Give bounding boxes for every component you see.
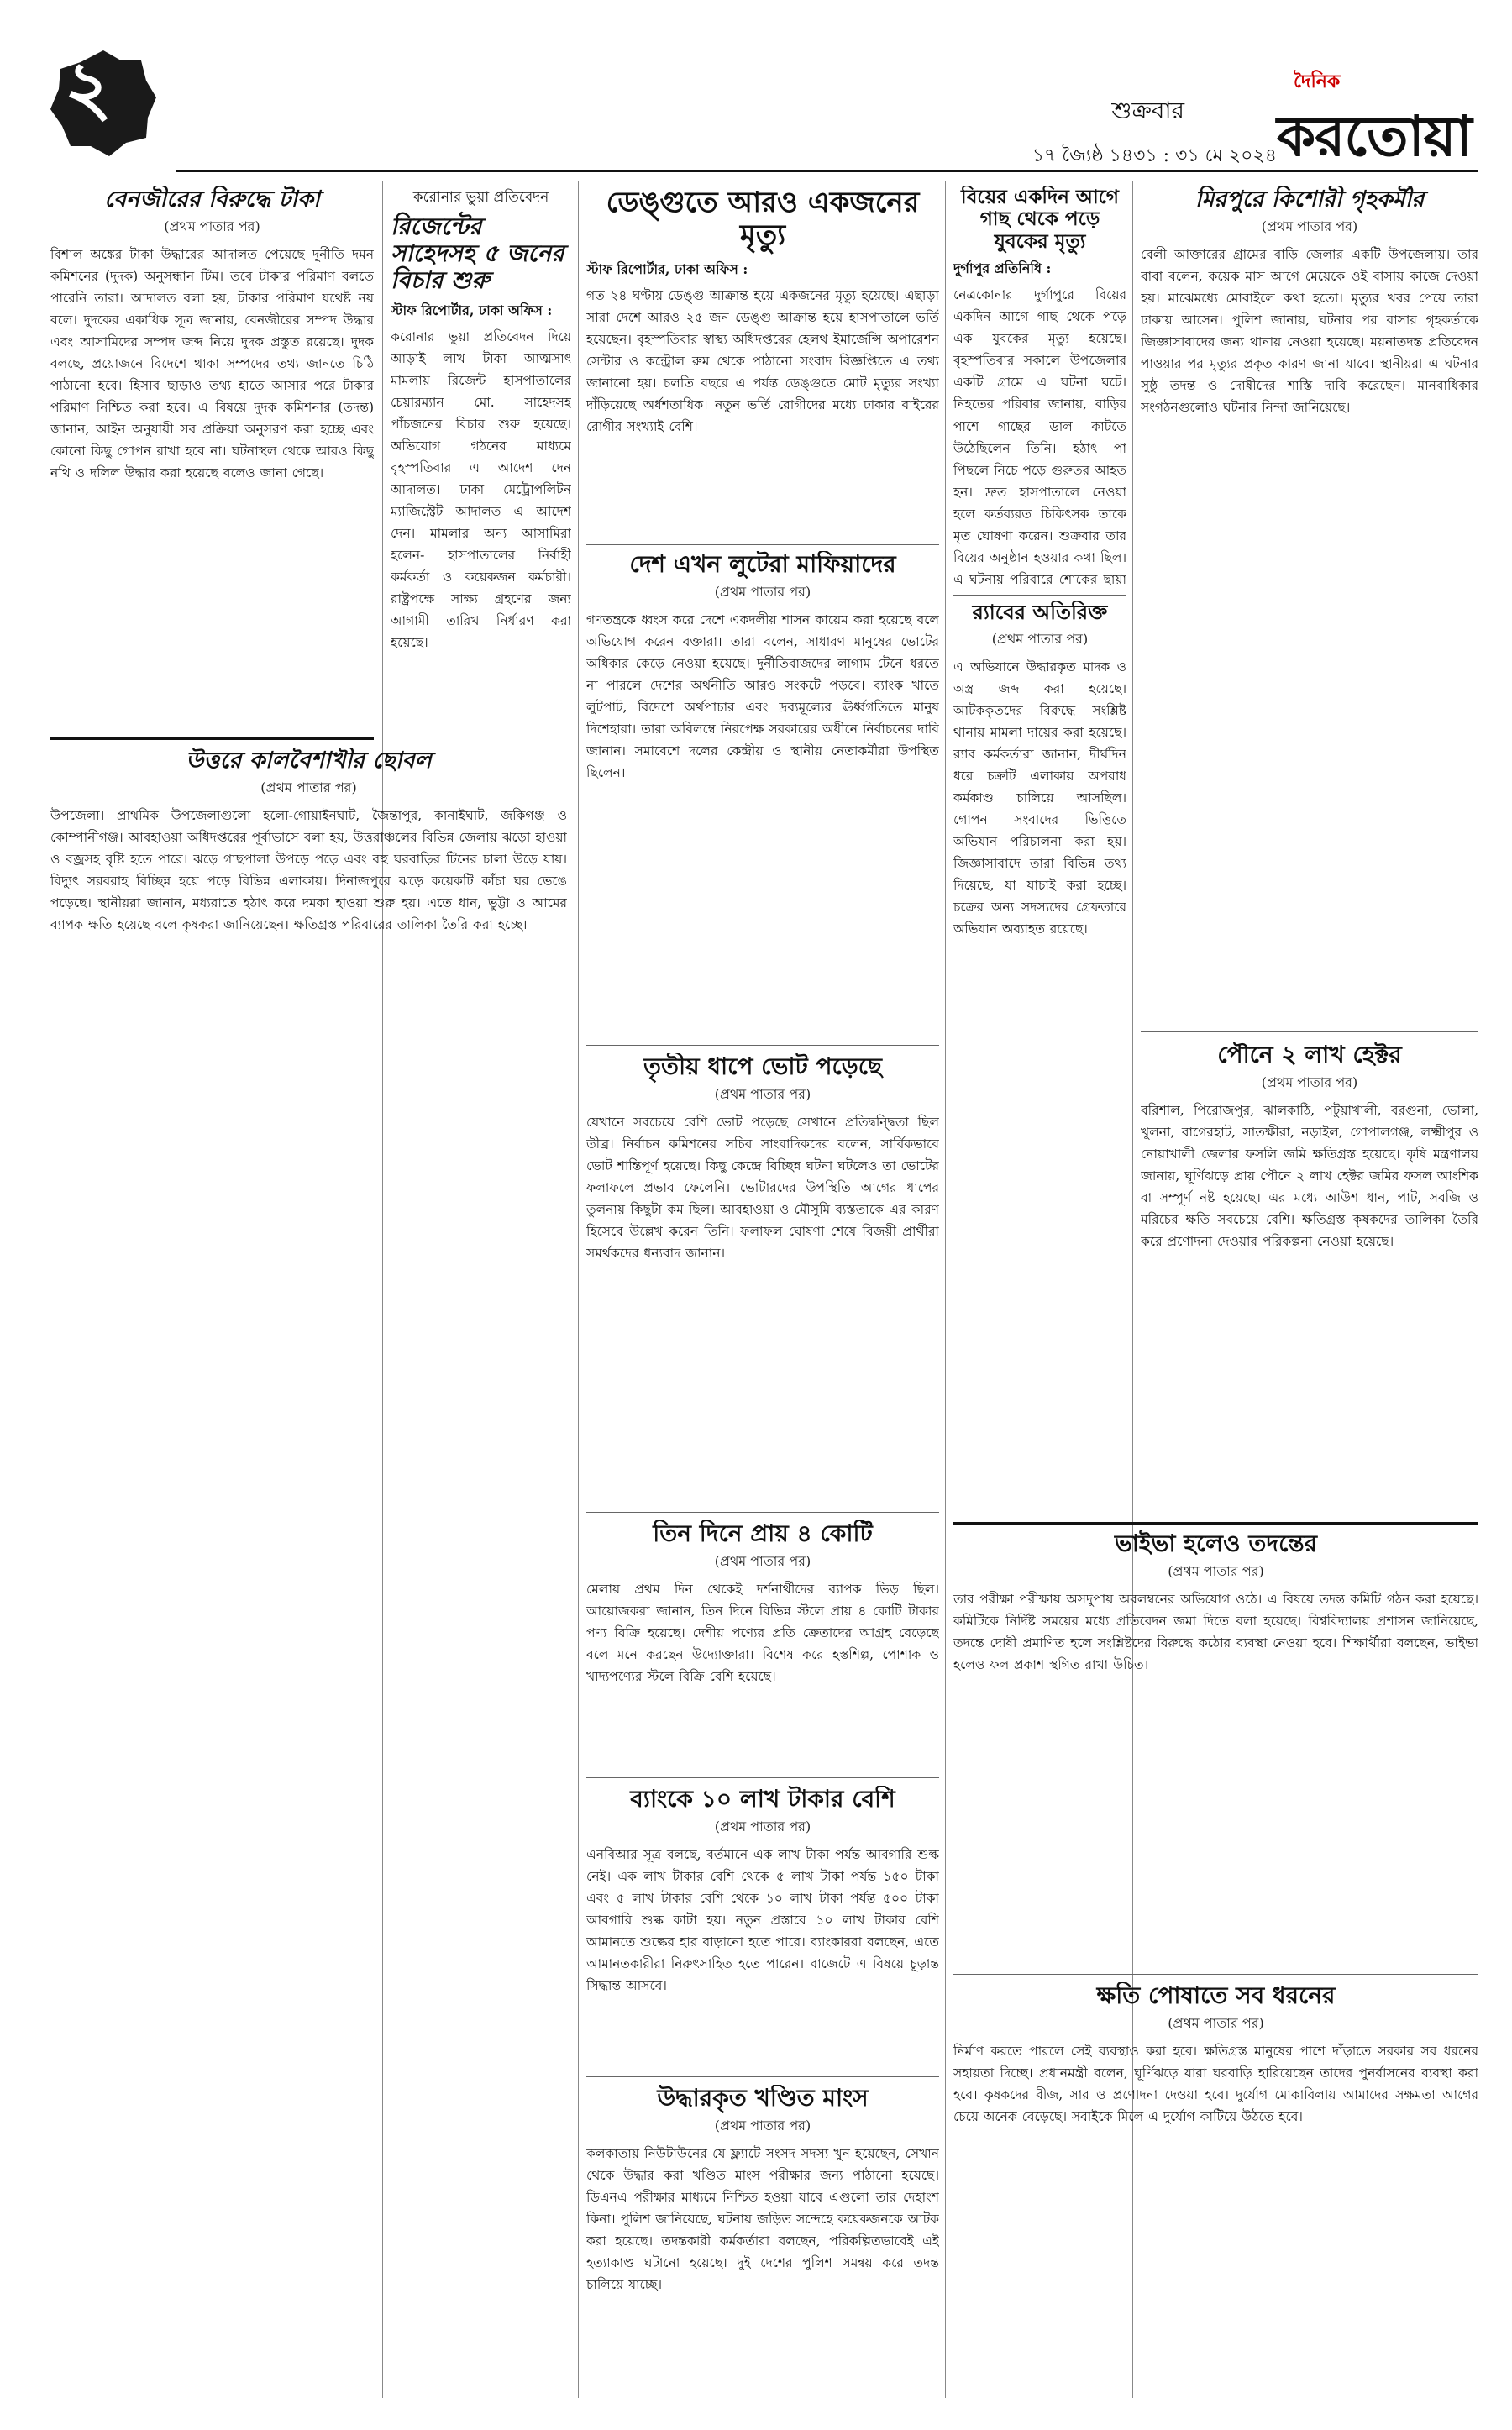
continued-label: (প্রথম পাতার পর) — [714, 1086, 811, 1103]
article-body: এনবিআর সূত্র বলছে, বর্তমানে এক লাখ টাকা পর্যন্ত আবগারি শুল্ক নেই। এক লাখ টাকার বেশি থেকে ৫ লাখ টাকা পর্যন্ত ১৫০ টাকা এবং ৫ লাখ টাকার বেশি থেকে ১০ লাখ টাকা পর্যন্ত ৫০০ টাকা আবগারি শুল্ক কাটা হয়। নতুন প্রস্তাবে ১০ লাখ টাকার বেশি আমানতে শুল্কের হার বাড়ানো হতে পারে। ব্যাংকাররা বলছেন, এতে আমানতকারীরা নিরুৎসাহিত হতে পারেন। বাজেটে এ বিষয়ে চূড়ান্ত সিদ্ধান্ত আসবে। — [586, 1847, 939, 1994]
byline: স্টাফ রিপোর্টার, ঢাকা অফিস : — [586, 261, 748, 278]
article-body: উপজেলা। প্রাথমিক উপজেলাগুলো হলো-গোয়াইনঘাট, জৈন্তাপুর, কানাইঘাট, জকিগঞ্জ ও কোম্পানীগঞ্জ। আবহাওয়া অধিদপ্তরের পূর্বাভাসে বলা হয়, উত্তরাঞ্চলের বিভিন্ন জেলায় ঝড়ো হাওয়া ও বজ্রসহ বৃষ্টি হতে পারে। ঝড়ে গাছপালা উপড়ে পড়ে এবং বহু ঘরবাড়ির টিনের চালা উড়ে যায়। বিদ্যুৎ সরবরাহ বিচ্ছিন্ন হয়ে পড়ে বিভিন্ন এলাকায়। দিনাজপুরে ঝড়ে কয়েকটি কাঁচা ঘর ভেঙে পড়েছে। স্থানীয়রা জানান, মধ্যরাতে হঠাৎ করে দমকা হাওয়া শুরু হয়। এতে ধান, ভুট্টা ও আমের ব্যাপক ক্ষতি হয়েছে বলে কৃষকরা জানিয়েছেন। ক্ষতিগ্রস্ত পরিবারের তালিকা তৈরি করা হচ্ছে। — [50, 808, 567, 933]
article-dengue — [586, 186, 939, 539]
article-body: গণতন্ত্রকে ধ্বংস করে দেশে একদলীয় শাসন কায়েম করা হয়েছে বলে অভিযোগ করেন বক্তারা। তারা বলেন, সাধারণ মানুষের ভোটের অধিকার কেড়ে নেওয়া হয়েছে। দুর্নীতিবাজদের লাগাম টেনে ধরতে না পারলে দেশের অর্থনীতি আরও সংকটে পড়বে। ব্যাংক খাতে লুটপাট, বিদেশে অর্থপাচার এবং দ্রব্যমূল্যের ঊর্ধ্বগতিতে মানুষ দিশেহারা। তারা অবিলম্বে নিরপেক্ষ সরকারের অধীনে নির্বাচনের দাবি জানান। সমাবেশে দলের কেন্দ্রীয় ও স্থানীয় নেতাকর্মীরা উপস্থিত ছিলেন। — [586, 612, 939, 781]
headline: উত্তরে কালবৈশাখীর ছোবল — [186, 748, 432, 774]
continued-label: (প্রথম পাতার পর) — [1168, 1563, 1264, 1580]
byline: দুর্গাপুর প্রতিনিধি : — [953, 260, 1052, 277]
article-separator — [50, 737, 374, 740]
column-divider — [578, 181, 579, 2398]
article-separator — [953, 1974, 1478, 1975]
continued-label: (প্রথম পাতার পর) — [164, 218, 260, 235]
article-body: নির্মাণ করতে পারলে সেই ব্যবস্থাও করা হবে। ক্ষতিগ্রস্ত মানুষের পাশে দাঁড়াতে সরকার সব ধরনের সহায়তা দিচ্ছে। প্রধানমন্ত্রী বলেন, ঘূর্ণিঝড়ে যারা ঘরবাড়ি হারিয়েছেন তাদের পুনর্বাসনের ব্যবস্থা করা হবে। কৃষকদের বীজ, সার ও প্রণোদনা দেওয়া হবে। দুর্যোগ মোকাবিলায় আমাদের সক্ষমতা আগের চেয়ে অনেক বেড়েছে। সবাইকে মিলে এ দুর্যোগ কাটিয়ে উঠতে হবে। — [953, 2044, 1478, 2125]
headline: উদ্ধারকৃত খণ্ডিত মাংস — [657, 2085, 869, 2112]
continued-label: (প্রথম পাতার পর) — [1261, 218, 1358, 235]
page-header — [34, 34, 1478, 172]
article-body: নেত্রকোনার দুর্গাপুরে বিয়ের একদিন আগে গাছ থেকে পড়ে এক যুবকের মৃত্যু হয়েছে। বৃহস্পতিবার সকালে উপজেলার একটি গ্রামে এ ঘটনা ঘটে। নিহতের পরিবার জানায়, বাড়ির পাশে গাছের ডাল কাটতে উঠেছিলেন তিনি। হঠাৎ পা পিছলে নিচে পড়ে গুরুতর আহত হন। দ্রুত হাসপাতালে নেওয়া হলে কর্তব্যরত চিকিৎসক তাকে মৃত ঘোষণা করেন। শুক্রবার তার বিয়ের অনুষ্ঠান হওয়ার কথা ছিল। এ ঘটনায় পরিবারে শোকের ছায়া — [953, 287, 1126, 587]
article-mangsho — [586, 2085, 939, 2396]
continued-label: (প্রথম পাতার পর) — [714, 2118, 811, 2134]
headline: রিজেন্টের সাহেদসহ ৫ জনের বিচার শুরু — [391, 213, 564, 295]
article-poune2 — [1141, 1042, 1478, 1512]
headline: ডেঙ্গুতে আরও একজনের মৃত্যু — [606, 186, 920, 253]
headline: র‌্যাবের অতিরিক্ত — [972, 601, 1108, 624]
article-lutera — [586, 551, 939, 1038]
article-body: গত ২৪ ঘণ্টায় ডেঙ্গু আক্রান্ত হয়ে একজনের মৃত্যু হয়েছে। এছাড়া সারা দেশে আরও ২৫ জন ডেঙ্গু আক্রান্ত হয়ে হাসপাতালে ভর্তি হয়েছেন। বৃহস্পতিবার স্বাস্থ্য অধিদপ্তরের হেলথ ইমার্জেন্সি অপারেশন সেন্টার ও কন্ট্রোল রুম থেকে পাঠানো সংবাদ বিজ্ঞপ্তিতে এ তথ্য জানানো হয়। চলতি বছরে এ পর্যন্ত ডেঙ্গুতে মোট মৃত্যুর সংখ্যা দাঁড়িয়েছে অর্ধশতাধিক। নতুন ভর্তি রোগীদের মধ্যে ঢাকার বাইরের রোগীর সংখ্যাই বেশি। — [586, 288, 939, 435]
headline: দেশ এখন লুটেরা মাফিয়াদের — [629, 551, 896, 578]
continued-label: (প্রথম পাতার পর) — [991, 630, 1089, 647]
article-rab — [953, 601, 1126, 1290]
headline: মিরপুরে কিশোরী গৃহকর্মীর — [1194, 186, 1425, 213]
article-separator — [1141, 1031, 1478, 1032]
article-separator — [586, 1045, 939, 1046]
article-separator — [586, 1777, 939, 1778]
continued-label: (প্রথম পাতার পর) — [260, 779, 357, 796]
date-line: ১৭ জ্যৈষ্ঠ ১৪৩১ : ৩১ মে ২০২৪ — [1032, 145, 1277, 166]
headline: তিন দিনে প্রায় ৪ কোটি — [653, 1520, 873, 1547]
byline: স্টাফ রিপোর্টার, ঢাকা অফিস : — [391, 302, 553, 318]
continued-label: (প্রথম পাতার পর) — [714, 1819, 811, 1835]
article-body: বিশাল অঙ্কের টাকা উদ্ধারের আদালত পেয়েছে দুর্নীতি দমন কমিশনের (দুদক) অনুসন্ধান টিম। তবে টাকার পরিমাণ বলতে পারেনি তারা। আদালত বলা হয়, টাকার পরিমাণ যথেষ্ট নয় বলে। দুদকের একাধিক সূত্র জানায়, বেনজীরের সম্পদ উদ্ধার এবং আসামিদের সম্পদ জব্দ নিয়ে দুদক প্রস্তুত রয়েছে। দুদক বলছে, প্রয়োজনে বিদেশে থাকা সম্পদের তথ্য জানতে চিঠি পাঠানো হবে। হিসাব ছাড়াও তথ্য হাতে আসার পরে টাকার পরিমাণ নিশ্চিত করা হবে। এ বিষয়ে দুদক কমিশনার (তদন্ত) জানান, আইন অনুযায়ী সব প্রক্রিয়া অনুসরণ করা হচ্ছে এবং কোনো কিছু গোপন রাখা হবে না। ঘটনাস্থল থেকে আরও কিছু নথি ও দলিল উদ্ধার করা হয়েছে বলেও জানা গেছে। — [50, 247, 374, 481]
header-rule — [176, 170, 1478, 172]
article-separator — [953, 595, 1126, 596]
article-separator — [586, 544, 939, 545]
article-biye — [953, 186, 1126, 590]
article-body: বেলী আক্তারের গ্রামের বাড়ি জেলার একটি উপজেলায়। তার বাবা বলেন, কয়েক মাস আগে মেয়েকে ওই বাসায় কাজে দেওয়া হয়। মাঝেমধ্যে মোবাইলে কথা হতো। মৃত্যুর খবর পেয়ে তারা ঢাকায় আসেন। পুলিশ জানায়, ঘটনার পর বাসার গৃহকর্তাকে জিজ্ঞাসাবাদের জন্য থানায় নেওয়া হয়েছে। ময়নাতদন্ত প্রতিবেদন পাওয়ার পর মৃত্যুর প্রকৃত কারণ জানা যাবে। স্থানীয়রা এ ঘটনার সুষ্ঠু তদন্ত ও দোষীদের শাস্তি দাবি করেছেন। মানবাধিকার সংগঠনগুলোও ঘটনার নিন্দা জানিয়েছে। — [1141, 247, 1478, 416]
article-benazir — [50, 186, 374, 732]
newspaper-logo: করতোয়া — [1277, 104, 1472, 169]
column-divider — [945, 181, 946, 2398]
newspaper-logo-small: দৈনিক — [1294, 71, 1341, 92]
article-separator — [586, 1512, 939, 1513]
continued-label: (প্রথম পাতার পর) — [1261, 1074, 1358, 1091]
article-bank — [586, 1786, 939, 2071]
headline: ব্যাংকে ১০ লাখ টাকার বেশি — [630, 1786, 895, 1813]
continued-label: (প্রথম পাতার পর) — [714, 1553, 811, 1570]
article-body: যেখানে সবচেয়ে বেশি ভোট পড়েছে সেখানে প্রতিদ্বন্দ্বিতা ছিল তীব্র। নির্বাচন কমিশনের সচিব সাংবাদিকদের বলেন, সার্বিকভাবে ভোট শান্তিপূর্ণ হয়েছে। কিছু কেন্দ্রে বিচ্ছিন্ন ঘটনা ঘটলেও তা ভোটের ফলাফলে প্রভাব ফেলেনি। ভোটারদের উপস্থিতি আগের ধাপের তুলনায় কিছুটা কম ছিল। আবহাওয়া ও মৌসুমি ব্যস্ততাকে এর কারণ হিসেবে উল্লেখ করেন তিনি। ফলাফল ঘোষণা শেষে বিজয়ী প্রার্থীরা সমর্থকদের ধন্যবাদ জানান। — [586, 1115, 939, 1262]
article-body: মেলায় প্রথম দিন থেকেই দর্শনার্থীদের ব্যাপক ভিড় ছিল। আয়োজকরা জানান, তিন দিনে বিভিন্ন স্টলে প্রায় ৪ কোটি টাকার পণ্য বিক্রি হয়েছে। দেশীয় পণ্যের প্রতি ক্রেতাদের আগ্রহ বেড়েছে বলে মনে করছেন উদ্যোক্তারা। বিশেষ করে হস্তশিল্প, পোশাক ও খাদ্যপণ্যের স্টলে বিক্রি বেশি হয়েছে। — [586, 1582, 939, 1685]
article-mirpur — [1141, 186, 1478, 1026]
article-tindin — [586, 1520, 939, 1772]
headline: বিয়ের একদিন আগে গাছ থেকে পড়ে যুবকের মৃত্যু — [961, 186, 1119, 253]
headline: পৌনে ২ লাখ হেক্টর — [1217, 1042, 1402, 1068]
article-body: এ অভিযানে উদ্ধারকৃত মাদক ও অস্ত্র জব্দ করা হয়েছে। আটককৃতদের বিরুদ্ধে সংশ্লিষ্ট থানায় মামলা দায়ের করা হয়েছে। র‌্যাব কর্মকর্তারা জানান, দীর্ঘদিন ধরে চক্রটি এলাকায় অপরাধ কর্মকাণ্ড চালিয়ে আসছিল। গোপন সংবাদের ভিত্তিতে অভিযান পরিচালনা করা হয়। জিজ্ঞাসাবাদে তারা বিভিন্ন তথ্য দিয়েছে, যা যাচাই করা হচ্ছে। চক্রের অন্য সদস্যদের গ্রেফতারে অভিযান অব্যাহত রয়েছে। — [953, 659, 1126, 937]
article-separator — [953, 1522, 1478, 1525]
article-rijent — [391, 186, 571, 732]
article-bhaita — [953, 1530, 1478, 1967]
article-body: তার পরীক্ষা পরীক্ষায় অসদুপায় অবলম্বনের অভিযোগ ওঠে। এ বিষয়ে তদন্ত কমিটি গঠন করা হয়েছে। কমিটিকে নির্দিষ্ট সময়ের মধ্যে প্রতিবেদন জমা দিতে বলা হয়েছে। বিশ্ববিদ্যালয় প্রশাসন জানিয়েছে, তদন্তে দোষী প্রমাণিত হলে সংশ্লিষ্টদের বিরুদ্ধে কঠোর ব্যবস্থা নেওয়া হবে। শিক্ষার্থীরা বলছেন, ভাইভা হলেও ফল প্রকাশ স্থগিত রাখা উচিত। — [953, 1592, 1478, 1673]
headline: ভাইভা হলেও তদন্তের — [1114, 1530, 1318, 1557]
article-khoti — [953, 1982, 1478, 2394]
article-kalbaishakhi — [50, 748, 567, 2394]
weekday: শুক্রবার — [1111, 97, 1184, 124]
headline: তৃতীয় ধাপে ভোট পড়েছে — [643, 1053, 882, 1080]
page-number: ২ — [64, 45, 113, 131]
article-vote3 — [586, 1053, 939, 1507]
article-body: কলকাতায় নিউটাউনের যে ফ্ল্যাটে সংসদ সদস্য খুন হয়েছেন, সেখান থেকে উদ্ধার করা খণ্ডিত মাংস পরীক্ষার জন্য পাঠানো হয়েছে। ডিএনএ পরীক্ষার মাধ্যমে নিশ্চিত হওয়া যাবে এগুলো তার দেহাংশ কিনা। পুলিশ জানিয়েছে, ঘটনায় জড়িত সন্দেহে কয়েকজনকে আটক করা হয়েছে। তদন্তকারী কর্মকর্তারা বলছেন, পরিকল্পিতভাবেই এই হত্যাকাণ্ড ঘটানো হয়েছে। দুই দেশের পুলিশ সমন্বয় করে তদন্ত চালিয়ে যাচ্ছে। — [586, 2146, 939, 2293]
article-body: করোনার ভুয়া প্রতিবেদন দিয়ে আড়াই লাখ টাকা আত্মসাৎ মামলায় রিজেন্ট হাসপাতালের চেয়ারম্যান মো. সাহেদসহ পাঁচজনের বিচার শুরু হয়েছে। অভিযোগ গঠনের মাধ্যমে বৃহস্পতিবার এ আদেশ দেন আদালত। ঢাকা মেট্রোপলিটন ম্যাজিস্ট্রেট আদালত এ আদেশ দেন। মামলার অন্য আসামিরা হলেন- হাসপাতালের নির্বাহী কর্মকর্তা ও কয়েকজন কর্মচারী। রাষ্ট্রপক্ষে সাক্ষ্য গ্রহণের জন্য আগামী তারিখ নির্ধারণ করা হয়েছে। — [391, 328, 571, 650]
continued-label: (প্রথম পাতার পর) — [714, 584, 811, 601]
article-body: বরিশাল, পিরোজপুর, ঝালকাঠি, পটুয়াখালী, বরগুনা, ভোলা, খুলনা, বাগেরহাট, সাতক্ষীরা, নড়াইল, গোপালগঞ্জ, লক্ষ্মীপুর ও নোয়াখালী জেলার ফসলি জমি ক্ষতিগ্রস্ত হয়েছে। কৃষি মন্ত্রণালয় জানায়, ঘূর্ণিঝড়ে প্রায় পৌনে ২ লাখ হেক্টর জমির ফসল আংশিক বা সম্পূর্ণ নষ্ট হয়েছে। এর মধ্যে আউশ ধান, পাট, সবজি ও মরিচের ক্ষতি সবচেয়ে বেশি। ক্ষতিগ্রস্ত কৃষকদের তালিকা তৈরি করে প্রণোদনা দেওয়ার পরিকল্পনা নেওয়া হয়েছে। — [1141, 1103, 1478, 1250]
headline: বেনজীরের বিরুদ্ধে টাকা — [104, 186, 320, 213]
kicker: করোনার ভুয়া প্রতিবেদন — [412, 189, 549, 206]
continued-label: (প্রথম পাতার পর) — [1168, 2015, 1264, 2032]
article-separator — [586, 2076, 939, 2077]
headline: ক্ষতি পোষাতে সব ধরনের — [1096, 1982, 1336, 2009]
